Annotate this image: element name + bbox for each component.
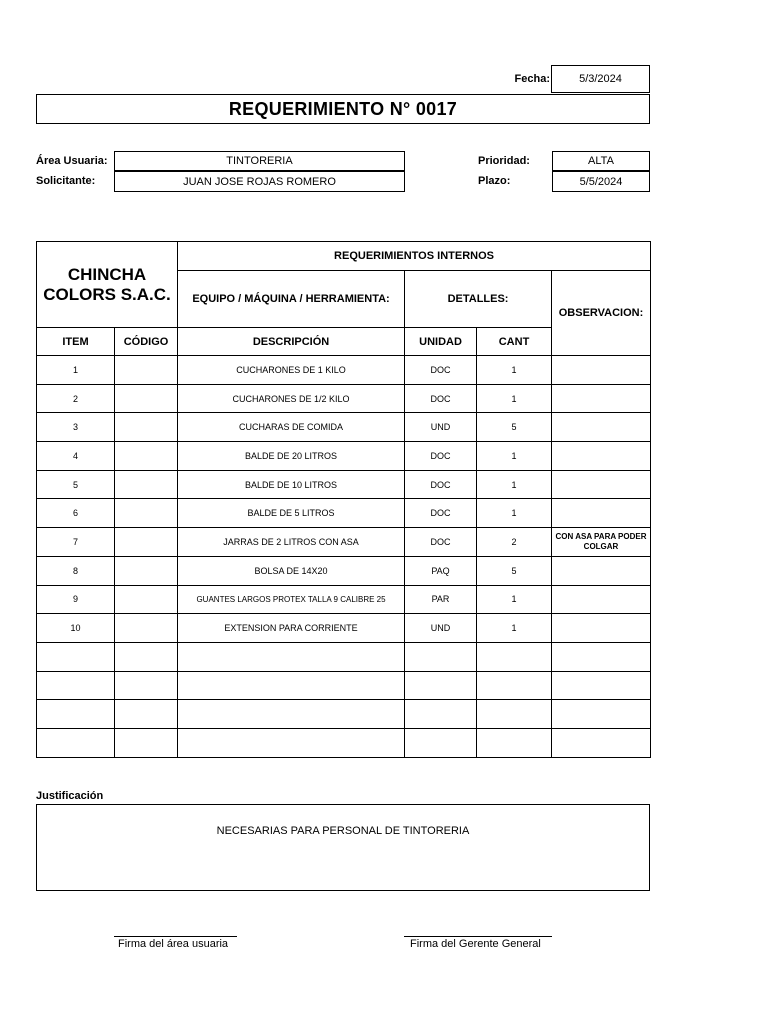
cell-descripcion: BOLSA DE 14X20	[178, 556, 405, 585]
cell-unidad: PAQ	[405, 556, 477, 585]
table-row	[37, 642, 651, 671]
cell-descripcion: CUCHARAS DE COMIDA	[178, 413, 405, 442]
cell-obs	[552, 614, 651, 643]
justificacion-label: Justificación	[36, 790, 104, 802]
cell-descripcion: CUCHARONES DE 1 KILO	[178, 356, 405, 385]
cell-codigo	[115, 356, 178, 385]
cell-descripcion: GUANTES LARGOS PROTEX TALLA 9 CALIBRE 25	[178, 585, 405, 614]
area-usuaria-field: TINTORERIA	[114, 151, 405, 171]
justificacion-text: NECESARIAS PARA PERSONAL DE TINTORERIA	[216, 825, 470, 837]
cell-codigo	[115, 642, 178, 671]
cell-descripcion: BALDE DE 20 LITROS	[178, 442, 405, 471]
detalles-header: DETALLES:	[405, 271, 552, 328]
signature-line-gerente	[404, 936, 552, 937]
cell-obs	[552, 356, 651, 385]
cell-cant: 2	[477, 528, 552, 557]
table-row	[37, 614, 651, 643]
cell-unidad: PAR	[405, 585, 477, 614]
cell-cant	[477, 728, 552, 757]
plazo-field: 5/5/2024	[552, 171, 650, 192]
cell-codigo	[115, 442, 178, 471]
signature-line-area	[114, 936, 237, 937]
cell-codigo	[115, 556, 178, 585]
cell-unidad: DOC	[405, 499, 477, 528]
cell-unidad	[405, 642, 477, 671]
prioridad-field: ALTA	[552, 151, 650, 171]
table-row	[37, 528, 651, 557]
cell-obs	[552, 556, 651, 585]
cell-unidad: DOC	[405, 442, 477, 471]
cell-descripcion	[178, 671, 405, 700]
cell-item: 9	[37, 585, 115, 614]
cell-item: 7	[37, 528, 115, 557]
fecha-label: Fecha:	[514, 73, 550, 85]
cell-cant: 1	[477, 499, 552, 528]
company-name	[37, 242, 178, 328]
column-header-cant: CANT	[477, 328, 552, 356]
cell-descripcion: JARRAS DE 2 LITROS CON ASA	[178, 528, 405, 557]
cell-unidad	[405, 671, 477, 700]
cell-item: 6	[37, 499, 115, 528]
cell-unidad	[405, 728, 477, 757]
cell-item	[37, 728, 115, 757]
cell-cant: 1	[477, 614, 552, 643]
prioridad-label: Prioridad:	[478, 155, 530, 167]
cell-unidad: UND	[405, 614, 477, 643]
cell-descripcion	[178, 728, 405, 757]
cell-unidad: DOC	[405, 384, 477, 413]
requirements-table	[36, 241, 651, 758]
column-header-descripcion: DESCRIPCIÓN	[178, 328, 405, 356]
cell-obs	[552, 413, 651, 442]
cell-item	[37, 700, 115, 729]
cell-descripcion: BALDE DE 10 LITROS	[178, 470, 405, 499]
cell-item	[37, 642, 115, 671]
table-row	[37, 700, 651, 729]
cell-codigo	[115, 728, 178, 757]
cell-cant	[477, 671, 552, 700]
plazo-label: Plazo:	[478, 175, 511, 187]
column-header-unidad: UNIDAD	[405, 328, 477, 356]
table-row	[37, 556, 651, 585]
cell-cant: 1	[477, 356, 552, 385]
cell-obs	[552, 384, 651, 413]
cell-unidad: DOC	[405, 470, 477, 499]
cell-cant	[477, 642, 552, 671]
cell-item: 3	[37, 413, 115, 442]
signature-area-usuaria: Firma del área usuaria	[118, 938, 229, 950]
cell-obs	[552, 728, 651, 757]
column-header-codigo: CÓDIGO	[115, 328, 178, 356]
table-row	[37, 413, 651, 442]
cell-unidad: UND	[405, 413, 477, 442]
cell-obs	[552, 671, 651, 700]
solicitante-field: JUAN JOSE ROJAS ROMERO	[114, 171, 405, 192]
cell-cant: 1	[477, 442, 552, 471]
cell-codigo	[115, 470, 178, 499]
column-header-item: ITEM	[37, 328, 115, 356]
signature-gerente-general: Firma del Gerente General	[410, 938, 541, 950]
table-row	[37, 470, 651, 499]
solicitante-label: Solicitante:	[36, 175, 96, 187]
cell-cant: 1	[477, 384, 552, 413]
cell-item: 8	[37, 556, 115, 585]
cell-codigo	[115, 413, 178, 442]
cell-obs	[552, 499, 651, 528]
area-usuaria-label: Área Usuaria:	[36, 155, 108, 167]
cell-obs: CON ASA PARA PODER COLGAR	[552, 528, 651, 557]
cell-item: 5	[37, 470, 115, 499]
cell-unidad: DOC	[405, 356, 477, 385]
table-row	[37, 499, 651, 528]
justificacion-box	[36, 804, 650, 891]
table-row	[37, 442, 651, 471]
cell-item: 2	[37, 384, 115, 413]
cell-codigo	[115, 614, 178, 643]
table-row	[37, 384, 651, 413]
cell-unidad: DOC	[405, 528, 477, 557]
cell-descripcion: EXTENSION PARA CORRIENTE	[178, 614, 405, 643]
cell-codigo	[115, 528, 178, 557]
observacion-header: OBSERVACION:	[552, 271, 651, 356]
cell-codigo	[115, 671, 178, 700]
cell-cant: 1	[477, 585, 552, 614]
fecha-field: 5/3/2024	[551, 65, 650, 93]
cell-descripcion	[178, 700, 405, 729]
equipo-header: EQUIPO / MÁQUINA / HERRAMIENTA:	[178, 271, 405, 328]
cell-obs	[552, 642, 651, 671]
cell-item: 1	[37, 356, 115, 385]
cell-descripcion: CUCHARONES DE 1/2 KILO	[178, 384, 405, 413]
cell-descripcion	[178, 642, 405, 671]
cell-cant	[477, 700, 552, 729]
cell-cant: 5	[477, 556, 552, 585]
cell-item: 10	[37, 614, 115, 643]
company-name-line2: COLORS S.A.C.	[43, 284, 171, 304]
cell-obs	[552, 442, 651, 471]
page-title: REQUERIMIENTO N° 0017	[36, 94, 650, 124]
cell-codigo	[115, 499, 178, 528]
cell-obs	[552, 470, 651, 499]
company-name-line1: CHINCHA	[67, 264, 147, 284]
cell-descripcion: BALDE DE 5 LITROS	[178, 499, 405, 528]
cell-unidad	[405, 700, 477, 729]
cell-obs	[552, 700, 651, 729]
cell-item	[37, 671, 115, 700]
table-row	[37, 671, 651, 700]
table-row	[37, 585, 651, 614]
cell-cant: 5	[477, 413, 552, 442]
table-row	[37, 728, 651, 757]
cell-codigo	[115, 384, 178, 413]
cell-codigo	[115, 700, 178, 729]
cell-item: 4	[37, 442, 115, 471]
cell-cant: 1	[477, 470, 552, 499]
cell-obs	[552, 585, 651, 614]
section-title: REQUERIMIENTOS INTERNOS	[178, 242, 651, 271]
table-row	[37, 356, 651, 385]
cell-codigo	[115, 585, 178, 614]
